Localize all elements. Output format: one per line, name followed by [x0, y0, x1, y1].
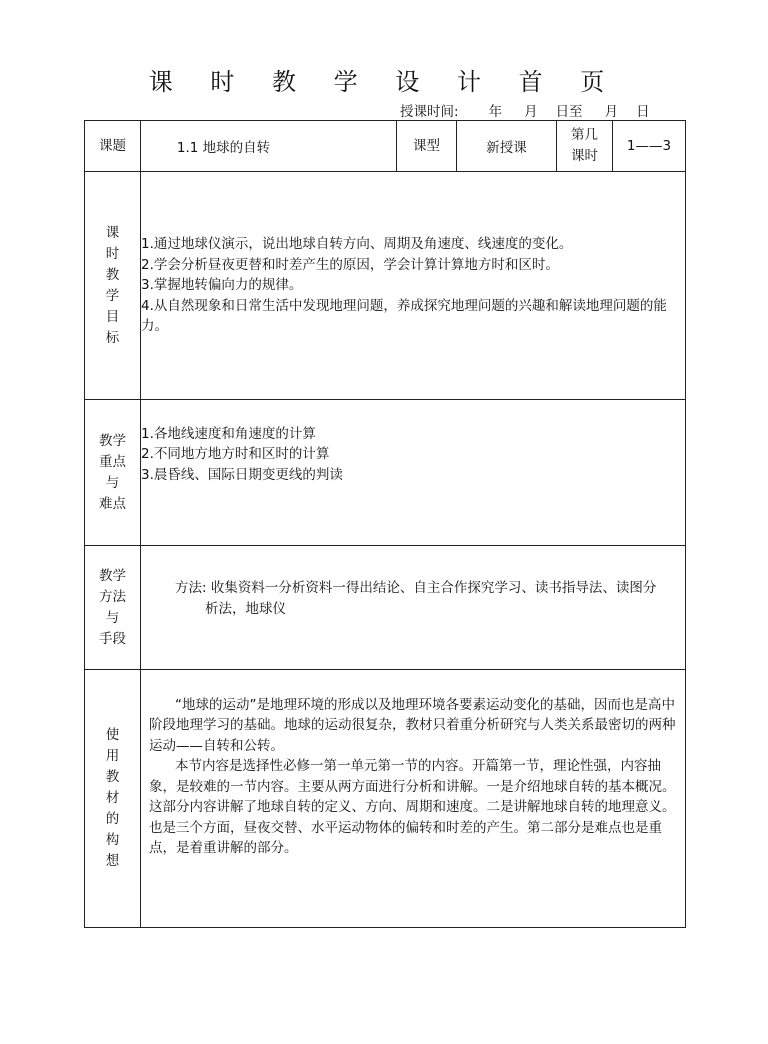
key-points-row [85, 400, 686, 546]
date-day2: 日 [636, 104, 650, 120]
methods-label: 教学 方法 与 手段 [85, 546, 141, 670]
topic-label: 课题 [85, 121, 141, 172]
page-title: 课 时 教 学 设 计 首 页 [148, 68, 620, 96]
lesson-plan-table [84, 120, 686, 928]
materials-paragraph: “地球的运动”是地理环境的形成以及地理环境各要素运动变化的基础，因而也是高中阶段地理学习的基础。地球的运动很复杂，教材只着重分析研究与人类关系最密切的两种运动——自转和公转。 [149, 696, 676, 754]
materials-paragraph: 本节内容是选择性必修一第一单元第一节的内容。开篇第一节，理论性强，内容抽象，是较难的一节内容。主要从两方面进行分析和讲解。一是介绍地球自转的基本概况。这部分内容讲解了地球自转的定义、方向、周期和速度。二是讲解地球自转的地理意义。也是三个方面，昼夜交替、水平运动物体的偏转和时差的产生。第二部分是难点也是重点，是着重讲解的部分。 [149, 758, 676, 856]
methods-line: 析法，地球仪 [205, 600, 286, 617]
objective-item: 1.通过地球仪演示，说出地球自转方向、周期及角速度、线速度的变化。 [141, 236, 573, 253]
objective-item: 2.学会分析昼夜更替和时差产生的原因，学会计算计算地方时和区时。 [141, 256, 559, 273]
objectives-content [141, 172, 686, 400]
date-line [400, 100, 650, 120]
period-label: 第几 课时 [557, 121, 613, 172]
date-month: 月 [524, 104, 538, 120]
date-label: 授课时间: [400, 104, 459, 120]
materials-row [85, 670, 686, 928]
key-points-label: 教学 重点 与 难点 [85, 400, 141, 546]
key-points-content [141, 400, 686, 546]
objective-item: 3.掌握地转偏向力的规律。 [141, 277, 303, 294]
type-value: 新授课 [457, 121, 557, 172]
date-day-to: 日至 [555, 104, 583, 120]
methods-line: 方法: 收集资料一分析资料一得出结论、自主合作探究学习、读书指导法、读图分 [175, 580, 657, 596]
date-year: 年 [488, 104, 503, 120]
methods-content [141, 546, 686, 670]
objectives-row [85, 172, 686, 400]
type-label: 课型 [397, 121, 457, 172]
period-value: 1——3 [613, 121, 686, 172]
objectives-label: 课 时 教 学 目 标 [85, 172, 141, 400]
topic-value: 1.1 地球的自转 [141, 121, 397, 172]
header-row [85, 121, 686, 172]
key-point-item: 3.晨昏线、国际日期变更线的判读 [141, 466, 343, 483]
key-point-item: 2.不同地方地方时和区时的计算 [141, 446, 330, 463]
materials-content [141, 670, 686, 928]
objective-item: 4.从自然现象和日常生活中发现地理问题，养成探究地理问题的兴趣和解读地理问题的能力。 [141, 297, 667, 335]
materials-label: 使 用 教 材 的 构 想 [85, 670, 141, 928]
key-point-item: 1.各地线速度和角速度的计算 [141, 425, 316, 442]
date-month2: 月 [604, 104, 619, 120]
methods-row [85, 546, 686, 670]
